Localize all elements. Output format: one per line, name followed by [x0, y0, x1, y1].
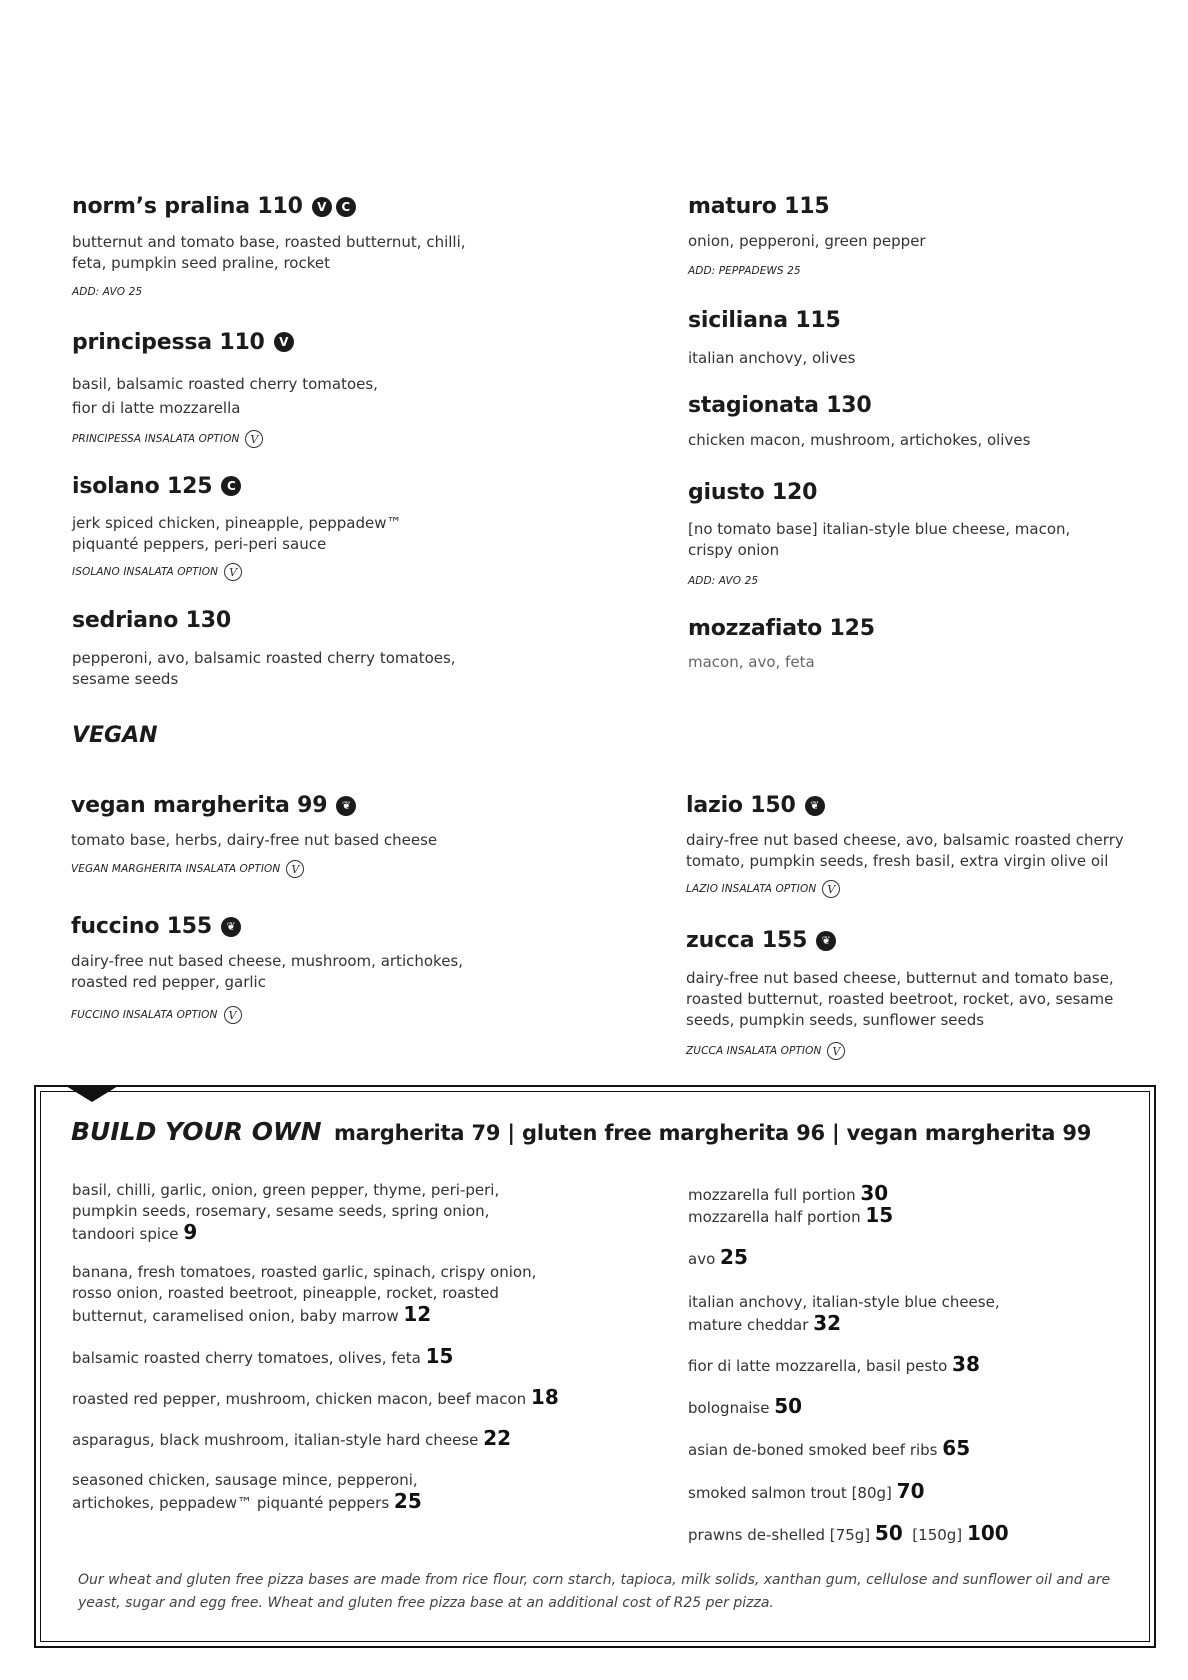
pizza-description: [no tomato base] italian-style blue cheese, macon, crispy onion [688, 520, 1071, 559]
pizza-description: chicken macon, mushroom, artichokes, olives [688, 431, 1031, 449]
pizza-norms-pralina [72, 194, 356, 219]
topping-group [72, 1470, 422, 1514]
topping-price: 38 [952, 1352, 980, 1376]
insalata-option [71, 860, 304, 878]
insalata-icon: V [224, 563, 242, 581]
topping-text: smoked salmon trout [80g] [688, 1484, 892, 1502]
topping-price: 22 [483, 1426, 512, 1450]
insalata-option [686, 880, 840, 898]
gluten-free-footnote: Our wheat and gluten free pizza bases are made from rice flour, corn starch, tapioca, milk solids, xanthan gum, cellulose and sunflower oil and are yeast, sugar and egg free. Wheat and gluten free pizza base at an additional cost of R25 per pizza. [78, 1572, 1111, 1611]
topping-price: 12 [403, 1302, 432, 1326]
topping-group [72, 1346, 453, 1369]
topping-group [688, 1183, 888, 1206]
chilli-icon: C [336, 197, 356, 217]
chilli-icon: C [221, 476, 241, 496]
pizza-description: jerk spiced chicken, pineapple, peppadew™ piquanté peppers, peri-peri sauce [72, 514, 402, 553]
pizza-principessa [72, 330, 294, 355]
vegan-icon: ❦ [221, 917, 241, 937]
pizza-title: lazio 150 [686, 793, 796, 818]
topping-group [688, 1205, 893, 1228]
pizza-title: fuccino 155 [71, 914, 213, 939]
vegetarian-icon: V [312, 197, 332, 217]
topping-group [72, 1262, 592, 1327]
pizza-description: dairy-free nut based cheese, butternut and tomato base, roasted butternut, roasted beetroot, rocket, avo, sesame seeds, pumpkin seeds, sunflower seeds [686, 969, 1114, 1029]
vegetarian-icon: V [274, 332, 294, 352]
topping-text: italian anchovy, italian-style blue cheese, mature cheddar [688, 1293, 1000, 1334]
topping-text: avo [688, 1250, 716, 1268]
topping-group [688, 1292, 1000, 1336]
add-note: ADD: PEPPADEWS 25 [688, 265, 801, 277]
pizza-fuccino [71, 914, 241, 939]
topping-group [688, 1523, 1009, 1546]
topping-group [688, 1354, 980, 1377]
topping-group [688, 1247, 748, 1270]
insalata-option [686, 1042, 845, 1060]
insalata-label: LAZIO INSALATA OPTION [686, 883, 817, 895]
vegan-heading: VEGAN [72, 723, 158, 748]
topping-price: 50 [874, 1521, 903, 1545]
topping-group [72, 1387, 559, 1410]
pizza-title: vegan margherita 99 [71, 793, 328, 818]
insalata-label: VEGAN MARGHERITA INSALATA OPTION [71, 863, 281, 875]
topping-price: 30 [860, 1181, 889, 1205]
vegan-icon: ❦ [805, 796, 825, 816]
topping-group [688, 1481, 925, 1504]
build-your-own-header [71, 1117, 1091, 1146]
pizza-title: mozzafiato 125 [688, 616, 875, 641]
topping-price: 15 [425, 1344, 454, 1368]
topping-text: mozzarella full portion [688, 1186, 856, 1204]
topping-text: [150g] [912, 1526, 963, 1544]
pizza-title: isolano 125 [72, 474, 213, 499]
pizza-lazio [686, 793, 825, 818]
topping-group [688, 1438, 970, 1461]
topping-text: fior di latte mozzarella, basil pesto [688, 1357, 948, 1375]
topping-price: 9 [183, 1220, 198, 1244]
add-note: ADD: AVO 25 [72, 286, 143, 298]
vegan-icon: ❦ [336, 796, 356, 816]
topping-text: banana, fresh tomatoes, roasted garlic, spinach, crispy onion, rosso onion, roasted beetroot, pineapple, rocket, roasted butternut, caramelised onion, baby marrow [72, 1263, 537, 1325]
insalata-icon: V [822, 880, 840, 898]
pizza-description: butternut and tomato base, roasted butternut, chilli, feta, pumpkin seed praline, rocket [72, 233, 466, 272]
topping-group [72, 1180, 592, 1245]
base-prices: margherita 79 | gluten free margherita 96 | vegan margherita 99 [333, 1121, 1092, 1145]
insalata-label: ISOLANO INSALATA OPTION [72, 566, 219, 578]
pizza-title: stagionata 130 [688, 393, 872, 418]
topping-price: 32 [813, 1311, 842, 1335]
topping-text: asparagus, black mushroom, italian-style hard cheese [72, 1431, 479, 1449]
pizza-title: principessa 110 [72, 330, 265, 355]
insalata-icon: V [827, 1042, 845, 1060]
pizza-title: siciliana 115 [688, 308, 841, 333]
insalata-icon: V [224, 1006, 242, 1024]
insalata-option [71, 1006, 242, 1024]
add-note: ADD: AVO 25 [688, 575, 759, 587]
topping-text: balsamic roasted cherry tomatoes, olives, feta [72, 1349, 421, 1367]
pizza-description: onion, pepperoni, green pepper [688, 232, 926, 250]
topping-price: 25 [720, 1245, 748, 1269]
insalata-label: FUCCINO INSALATA OPTION [71, 1009, 218, 1021]
topping-text: mozzarella half portion [688, 1208, 861, 1226]
vegan-icon: ❦ [816, 931, 836, 951]
pizza-title: zucca 155 [686, 928, 808, 953]
build-your-own-heading: BUILD YOUR OWN [71, 1117, 322, 1146]
topping-text: asian de-boned smoked beef ribs [688, 1441, 938, 1459]
pizza-description: basil, balsamic roasted cherry tomatoes, fior di latte mozzarella [72, 375, 378, 417]
pizza-description: tomato base, herbs, dairy-free nut based cheese [71, 831, 438, 849]
topping-price: 65 [942, 1436, 971, 1460]
pizza-description: dairy-free nut based cheese, avo, balsamic roasted cherry tomato, pumpkin seeds, fresh basil, extra virgin olive oil [686, 831, 1124, 870]
pizza-description: dairy-free nut based cheese, mushroom, artichokes, roasted red pepper, garlic [71, 952, 463, 991]
topping-price: 18 [530, 1385, 559, 1409]
topping-text: prawns de-shelled [75g] [688, 1526, 871, 1544]
pizza-title: sedriano 130 [72, 608, 231, 633]
pizza-description: macon, avo, feta [688, 653, 815, 671]
pizza-vegan-margherita [71, 793, 356, 818]
topping-price: 100 [966, 1521, 1009, 1545]
insalata-icon: V [245, 430, 263, 448]
pizza-zucca [686, 928, 836, 953]
topping-group [688, 1396, 802, 1419]
pizza-title: giusto 120 [688, 480, 818, 505]
pizza-sedriano [72, 608, 231, 633]
topping-price: 50 [774, 1394, 803, 1418]
pointer-notch-icon [66, 1086, 118, 1104]
insalata-label: ZUCCA INSALATA OPTION [686, 1045, 822, 1057]
topping-price: 25 [393, 1489, 422, 1513]
topping-text: bolognaise [688, 1399, 770, 1417]
insalata-label: PRINCIPESSA INSALATA OPTION [72, 433, 240, 445]
pizza-description: pepperoni, avo, balsamic roasted cherry tomatoes, sesame seeds [72, 649, 456, 688]
topping-group [72, 1428, 511, 1451]
topping-text: seasoned chicken, sausage mince, pepperoni, artichokes, peppadew™ piquanté peppers [72, 1471, 418, 1512]
pizza-description: italian anchovy, olives [688, 349, 856, 367]
insalata-icon: V [286, 860, 304, 878]
insalata-option [72, 563, 242, 581]
pizza-title: maturo 115 [688, 194, 830, 219]
topping-text: roasted red pepper, mushroom, chicken macon, beef macon [72, 1390, 527, 1408]
pizza-isolano [72, 474, 241, 499]
topping-price: 70 [896, 1479, 925, 1503]
topping-price: 15 [865, 1203, 894, 1227]
topping-text: basil, chilli, garlic, onion, green pepper, thyme, peri-peri, pumpkin seeds, rosemary, sesame seeds, spring onion, tandoori spice [72, 1181, 500, 1243]
badge-group [309, 197, 356, 217]
insalata-option [72, 430, 263, 448]
pizza-title: norm’s pralina 110 [72, 194, 303, 219]
